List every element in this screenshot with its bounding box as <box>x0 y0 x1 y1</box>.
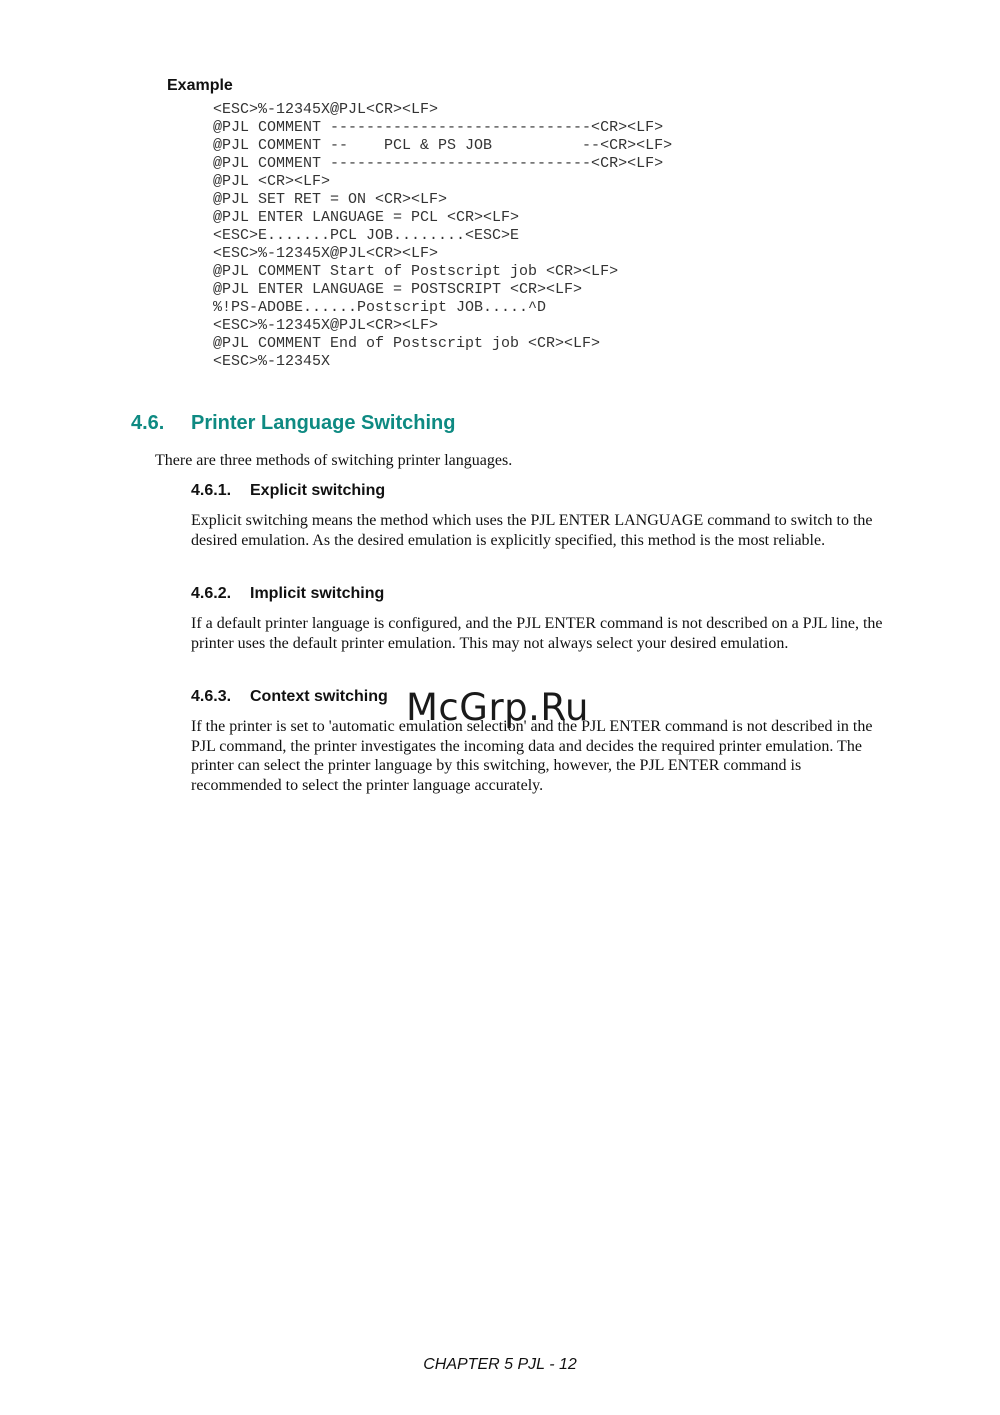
code-line: <ESC>%-12345X@PJL<CR><LF> <box>213 101 439 118</box>
code-line: %!PS-ADOBE......Postscript JOB.....^D <box>213 299 547 316</box>
section-intro: There are three methods of switching printer languages. <box>155 452 513 469</box>
code-line: @PJL COMMENT End of Postscript job <CR><LF> <box>213 335 601 352</box>
paragraph-line: printer can select the printer language by this switching, however, the PJL ENTER command is <box>191 757 802 774</box>
paragraph-line: PJL command, the printer investigates the incoming data and decides the required printer emulation. The <box>191 737 862 755</box>
paragraph-line: If a default printer language is configured, and the PJL ENTER command is not described on a PJL line, the <box>191 615 883 632</box>
paragraph-line: Explicit switching means the method which uses the PJL ENTER LANGUAGE command to switch to the <box>191 512 873 529</box>
code-line: @PJL SET RET = ON <CR><LF> <box>213 191 448 208</box>
subsection-title: Explicit switching <box>250 482 386 499</box>
page-footer: CHAPTER 5 PJL - 12 <box>423 1356 577 1373</box>
code-line: <ESC>%-12345X@PJL<CR><LF> <box>213 317 439 334</box>
subsection-heading-context <box>191 688 388 706</box>
code-line: @PJL COMMENT -----------------------------<CR><LF> <box>213 155 664 172</box>
code-line: <ESC>E.......PCL JOB........<ESC>E <box>213 227 520 244</box>
paragraph-line: recommended to select the printer language accurately. <box>191 776 544 794</box>
paragraph-line: If the printer is set to 'automatic emulation selection' and the PJL ENTER command is not described in the <box>191 718 873 735</box>
watermark: McGrp.Ru <box>406 686 589 729</box>
subsection-number: 4.6.3. <box>191 688 232 705</box>
subsection-title: Context switching <box>250 688 388 705</box>
paragraph-explicit-switching <box>191 511 931 550</box>
section-heading <box>131 412 455 435</box>
code-line: @PJL COMMENT -- PCL & PS JOB --<CR><LF> <box>213 137 673 154</box>
code-line: @PJL <CR><LF> <box>213 173 331 190</box>
subsection-heading-implicit <box>191 585 384 603</box>
section-number: 4.6. <box>131 412 165 434</box>
subsection-title: Implicit switching <box>250 585 385 602</box>
subsection-heading-explicit <box>191 482 385 500</box>
code-example-block <box>213 101 672 371</box>
code-line: <ESC>%-12345X@PJL<CR><LF> <box>213 245 439 262</box>
subsection-number: 4.6.1. <box>191 482 232 499</box>
paragraph-line: desired emulation. As the desired emulation is explicitly specified, this method is the most reliable. <box>191 531 826 549</box>
code-line: @PJL COMMENT -----------------------------<CR><LF> <box>213 119 664 136</box>
code-line: @PJL COMMENT Start of Postscript job <CR><LF> <box>213 263 619 280</box>
code-line: @PJL ENTER LANGUAGE = POSTSCRIPT <CR><LF> <box>213 281 583 298</box>
code-line: <ESC>%-12345X <box>213 353 331 370</box>
paragraph-line: printer uses the default printer emulation. This may not always select your desired emulation. <box>191 634 789 652</box>
paragraph-implicit-switching <box>191 614 931 653</box>
section-title: Printer Language Switching <box>191 412 456 434</box>
code-line: @PJL ENTER LANGUAGE = PCL <CR><LF> <box>213 209 520 226</box>
example-label: Example <box>167 77 233 94</box>
subsection-number: 4.6.2. <box>191 585 232 602</box>
